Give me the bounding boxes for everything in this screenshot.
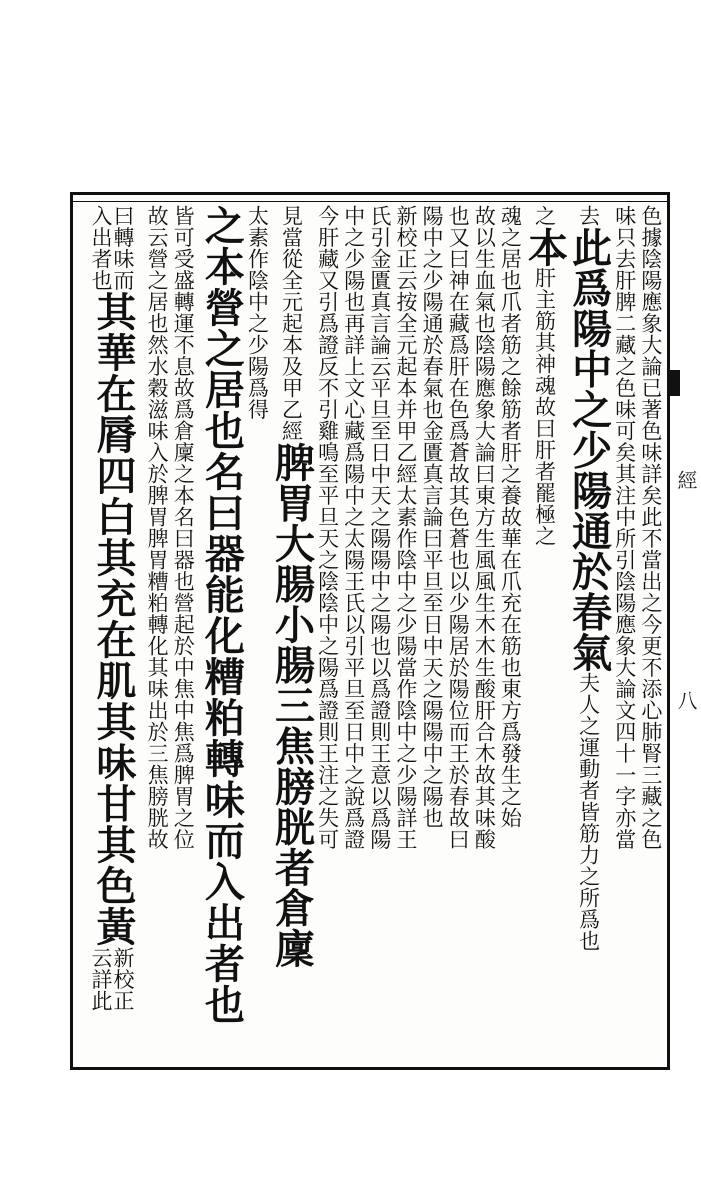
main-text: 脾胃大腸小腸三焦膀胱者倉廩 bbox=[268, 441, 316, 968]
text-column: 故以生血氣也陰陽應象大論曰東方生風風生木木生酸肝合木故其味酸 bbox=[472, 205, 497, 850]
text-column: 味只去肝脾二藏之色味可矣其注中所引陰陽應象大論文四十一字亦當 bbox=[612, 205, 637, 850]
top-rule bbox=[73, 201, 667, 202]
edge-character: 經 bbox=[674, 470, 698, 490]
text-column bbox=[521, 205, 569, 1061]
commentary-text: 肝主筋其神魂故曰肝者罷極之 bbox=[532, 267, 557, 547]
main-text: 其華在脣四白其充在肌其味甘其色黃 bbox=[90, 291, 137, 947]
commentary-text: 新校正 bbox=[111, 947, 135, 1012]
text-block bbox=[81, 205, 661, 1061]
text-column: 中之少陽也再詳上文心藏爲陽中之太陽王氏以引平旦至日中之說爲證 bbox=[341, 205, 366, 850]
text-column: 新校正云按全元起本并甲乙經太素作陰中之少陽當作陰中之少陽詳王 bbox=[393, 205, 418, 850]
text-column: 也又曰神在藏爲肝在色爲蒼故其色蒼也以少陽居於陽位而王於春故曰 bbox=[446, 205, 471, 850]
text-column bbox=[268, 205, 316, 1061]
commentary-text: 云詳此 bbox=[89, 947, 113, 1012]
text-column: 魂之居也爪者筋之餘筋者肝之養故華在爪充在筋也東方爲發生之始 bbox=[498, 205, 523, 829]
page-frame bbox=[70, 192, 670, 1070]
text-column: 色據陰陽應象大論已著色味詳矣此不當出之今更不添心肺腎三藏之色 bbox=[638, 205, 663, 850]
text-column bbox=[565, 205, 613, 1061]
main-text: 此爲陽中之少陽通於春氣 bbox=[565, 226, 613, 672]
commentary-text: 曰轉味而 bbox=[111, 205, 135, 291]
main-text: 本 bbox=[521, 226, 569, 267]
text-column: 故云營之居也然水穀滋味入於脾胃脾胃糟粕轉化其味出於三焦膀胱故 bbox=[145, 205, 170, 850]
column-prefix: 去 bbox=[576, 205, 601, 227]
text-column bbox=[81, 205, 141, 1061]
main-text-column: 之本營之居也名曰器能化糟粕轉味而入出者也 bbox=[198, 205, 246, 1025]
text-column: 太素作陰中之少陽爲得 bbox=[245, 205, 270, 420]
commentary-text: 夫人之運動者皆筋力之所爲也 bbox=[576, 672, 601, 952]
text-column: 皆可受盛轉運不息故爲倉廩之本名曰器也營起於中焦中焦爲脾胃之位 bbox=[171, 205, 196, 850]
commentary-text: 見當從全元起本及甲乙經 bbox=[279, 205, 304, 442]
page-tab-mark bbox=[670, 370, 680, 396]
edge-character: 八 bbox=[674, 690, 698, 710]
text-column: 氏引金匱真言論云平旦至日中天之陽陽中之陽也以爲證則王意以爲陽 bbox=[367, 205, 392, 850]
column-prefix: 之 bbox=[532, 205, 557, 227]
text-column: 今肝藏又引爲證反不引雞鳴至平旦天之陰陰中之陽爲證則王注之失可 bbox=[315, 205, 340, 850]
text-column: 陽中之少陽通於春氣也金匱真言論曰平旦至日中天之陽陽中之陽也 bbox=[420, 205, 445, 829]
commentary-text: 入出者也 bbox=[89, 205, 113, 291]
